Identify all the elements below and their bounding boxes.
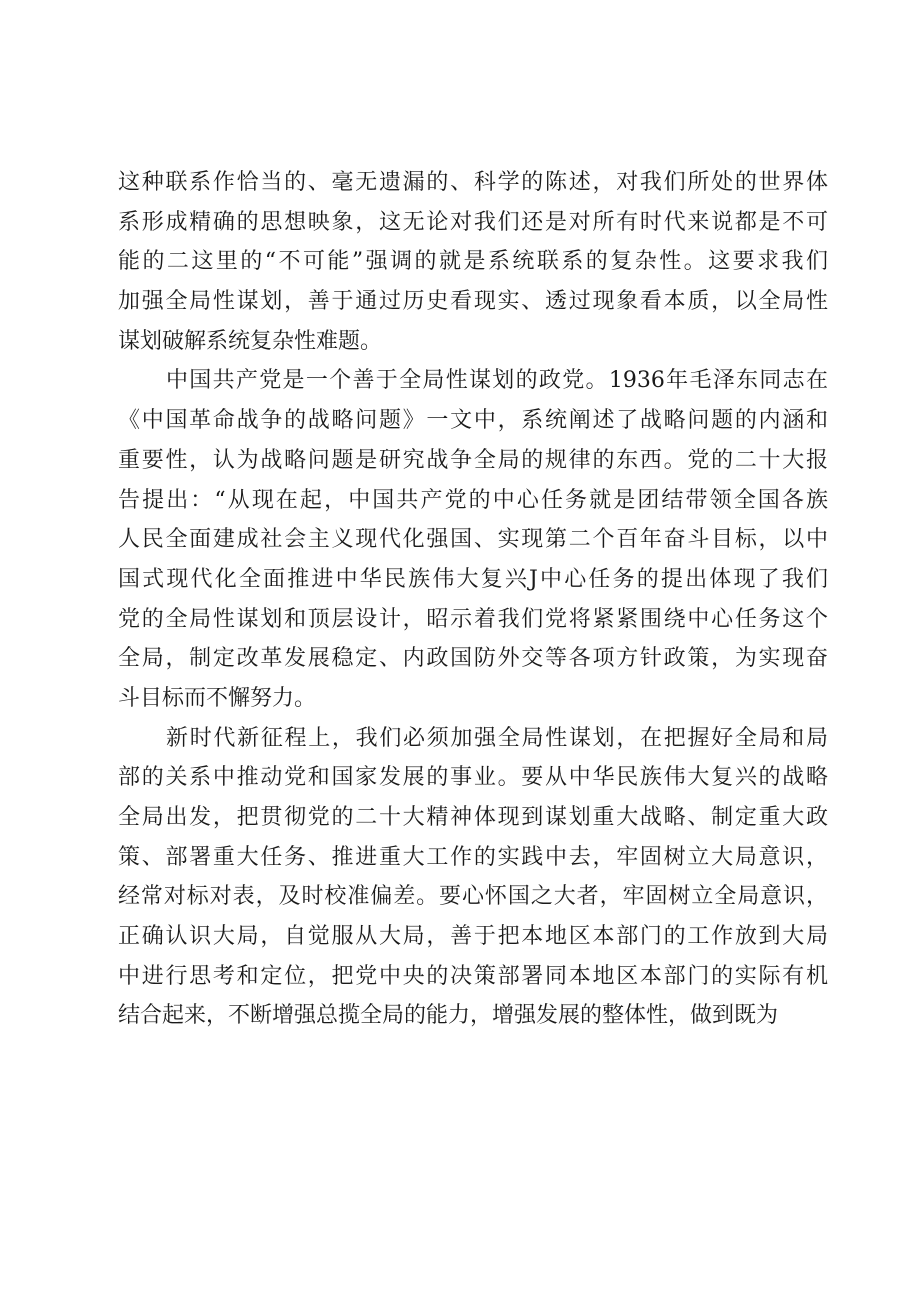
text-line: 人民全面建成社会主义现代化强国、实现第二个百年奋斗目标，以中 [118, 527, 828, 553]
text-line: 全局，制定改革发展稳定、内政国防外交等各项方针政策，为实现奋 [118, 646, 828, 672]
text-line: 重要性，认为战略问题是研究战争全局的规律的东西。党的二十大报 [118, 447, 828, 473]
text-line: 中进行思考和定位，把党中央的决策部署同本地区本部门的实际有机 [118, 963, 828, 989]
paragraph [118, 719, 828, 1037]
text-line: 全局出发，把贯彻党的二十大精神体现到谋划重大战略、制定重大政 [118, 805, 828, 830]
text-line: 经常对标对表，及时校准偏差。要心怀国之大者，牢固树立全局意识， [118, 884, 828, 910]
text-line: 党的全局性谋划和顶层设计，昭示着我们党将紧紧围绕中心任务这个 [118, 606, 828, 632]
text-line: 斗目标而不懈努力。 [118, 685, 317, 711]
text-line: 谋划破解系统复杂性难题。 [118, 328, 383, 354]
text-line: 告提出：“从现在起，中国共产党的中心任务就是团结带领全国各族 [118, 487, 828, 513]
body-text [118, 163, 828, 1036]
text-line: 系形成精确的思想映象，这无论对我们还是对所有时代来说都是不可 [118, 209, 828, 235]
text-line: 部的关系中推动党和国家发展的事业。要从中华民族伟大复兴的战略 [118, 765, 828, 791]
text-line: 正确认识大局，自觉服从大局，善于把本地区本部门的工作放到大局 [118, 924, 828, 950]
text-line: 这种联系作恰当的、毫无遗漏的、科学的陈述，对我们所处的世界体 [118, 170, 828, 195]
text-line: 中国共产党是一个善于全局性谋划的政党。1936年毛泽东同志在 [166, 368, 828, 394]
text-line: 结合起来，不断增强总揽全局的能力，增强发展的整体性，做到既为 [118, 1003, 779, 1029]
text-line: 新时代新征程上，我们必须加强全局性谋划，在把握好全局和局 [166, 725, 828, 751]
paragraph [118, 163, 828, 361]
text-line: 加强全局性谋划，善于通过历史看现实、透过现象看本质，以全局性 [118, 289, 828, 315]
text-line: 《中国革命战争的战略问题》一文中，系统阐述了战略问题的内涵和 [118, 408, 828, 434]
text-line: 策、部署重大任务、推进重大工作的实践中去，牢固树立大局意识， [118, 844, 828, 870]
text-line: 国式现代化全面推进中华民族伟大复兴J中心任务的提出体现了我们 [118, 566, 828, 592]
paragraph [118, 361, 828, 718]
text-line: 能的二这里的“不可能”强调的就是系统联系的复杂性。这要求我们 [118, 249, 828, 275]
